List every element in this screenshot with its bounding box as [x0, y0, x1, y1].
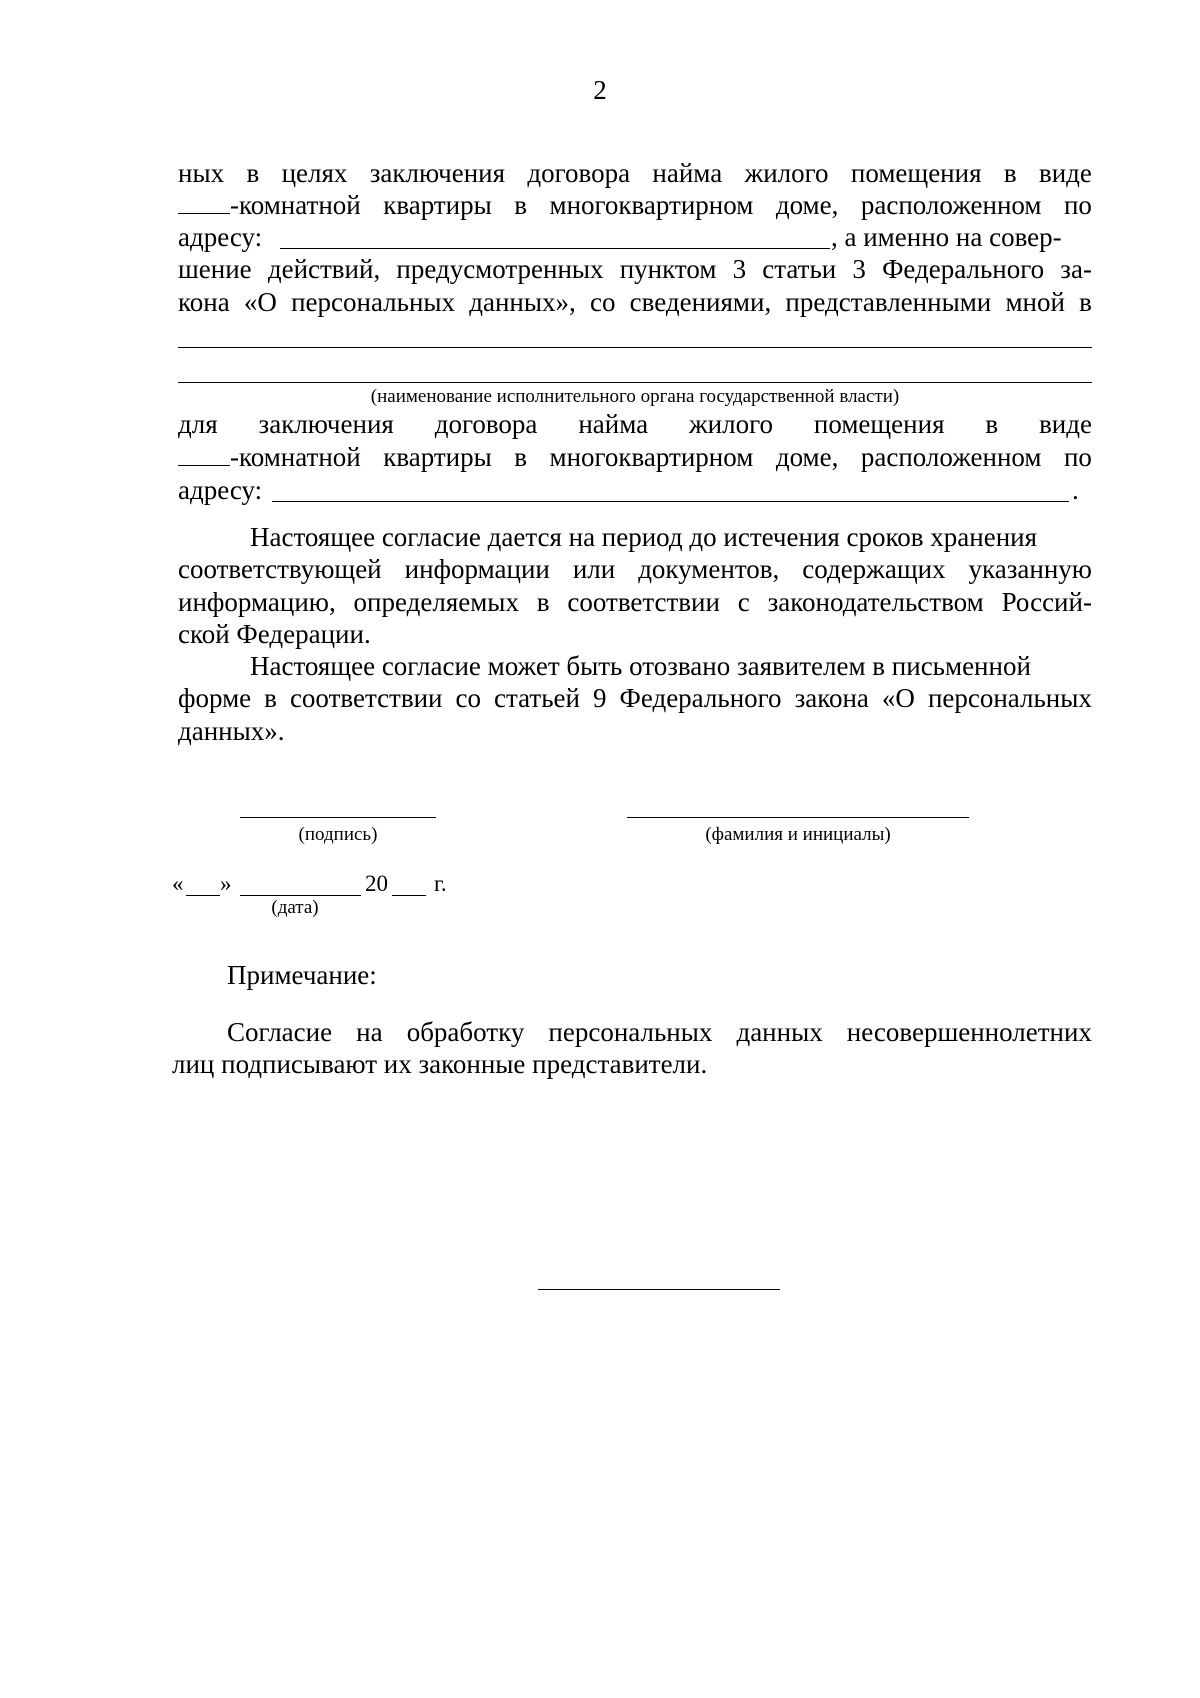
organ-name-caption: (наименование исполнительного органа государственной власти) — [370, 386, 900, 407]
para1-line3-end: , а именно на совер- — [831, 222, 1062, 252]
date-caption: (дата) — [271, 897, 319, 918]
para1-line1: ных в целях заключения договора найма жилого помещения в виде — [178, 158, 1092, 188]
note-line1: Согласие на обработку персональных данных несовершеннолетних — [227, 1017, 1092, 1047]
date-open-quote: « — [172, 871, 184, 896]
rooms-count-blank-2[interactable] — [178, 441, 230, 466]
address-blank-2[interactable] — [272, 501, 1069, 502]
page-number: 2 — [593, 75, 607, 105]
para4-line1: Настоящее согласие может быть отозвано заявителем в письменной — [250, 651, 1031, 681]
date-month-blank[interactable] — [240, 895, 361, 896]
date-day-blank[interactable] — [186, 895, 220, 896]
organ-name-blank-1[interactable] — [178, 347, 1092, 348]
address-blank-1[interactable] — [280, 248, 830, 249]
para3-line2: соответствующей информации или документов, содержащих указанную — [178, 554, 1092, 584]
para3-line3: информацию, определяемых в соответствии с законодательством Россий- — [178, 587, 1092, 617]
para4-line2: форме в соответствии со статьей 9 Федерального закона «О персональных — [178, 683, 1092, 713]
name-caption: (фамилия и инициалы) — [705, 824, 891, 845]
signature-caption: (подпись) — [298, 824, 378, 845]
para2-address-label: адресу: — [178, 475, 263, 505]
note-line2: лиц подписывают их законные представители. — [172, 1049, 708, 1079]
date-year-blank[interactable] — [392, 895, 426, 896]
para1-line5: кона «О персональных данных», со сведениями, представленными мной в — [178, 287, 1092, 317]
para2-line3-end: . — [1072, 475, 1079, 505]
rooms-count-blank[interactable] — [178, 189, 230, 214]
signature-blank[interactable] — [240, 817, 436, 818]
para3-line4: ской Федерации. — [178, 619, 371, 649]
para2-line2: -комнатной квартиры в многоквартирном доме, расположенном по — [178, 441, 1092, 473]
para1-line4: шение действий, предусмотренных пунктом 3 статьи 3 Федерального за- — [178, 254, 1092, 284]
date-year-suffix: г. — [434, 871, 447, 896]
para1-line2: -комнатной квартиры в многоквартирном доме, расположенном по — [178, 189, 1092, 221]
date-year-prefix: 20 — [365, 871, 388, 896]
para3-line1: Настоящее согласие дается на период до истечения сроков хранения — [250, 522, 1038, 552]
name-blank[interactable] — [627, 817, 969, 818]
note-heading: Примечание: — [227, 960, 377, 990]
para1-address-label: адресу: — [178, 222, 263, 252]
para4-line3: данных». — [178, 716, 285, 746]
para2-line1: для заключения договора найма жилого помещения в виде — [178, 409, 1092, 439]
organ-name-blank-2[interactable] — [178, 382, 1092, 383]
date-close-quote: » — [220, 871, 232, 896]
closing-separator — [538, 1289, 780, 1290]
